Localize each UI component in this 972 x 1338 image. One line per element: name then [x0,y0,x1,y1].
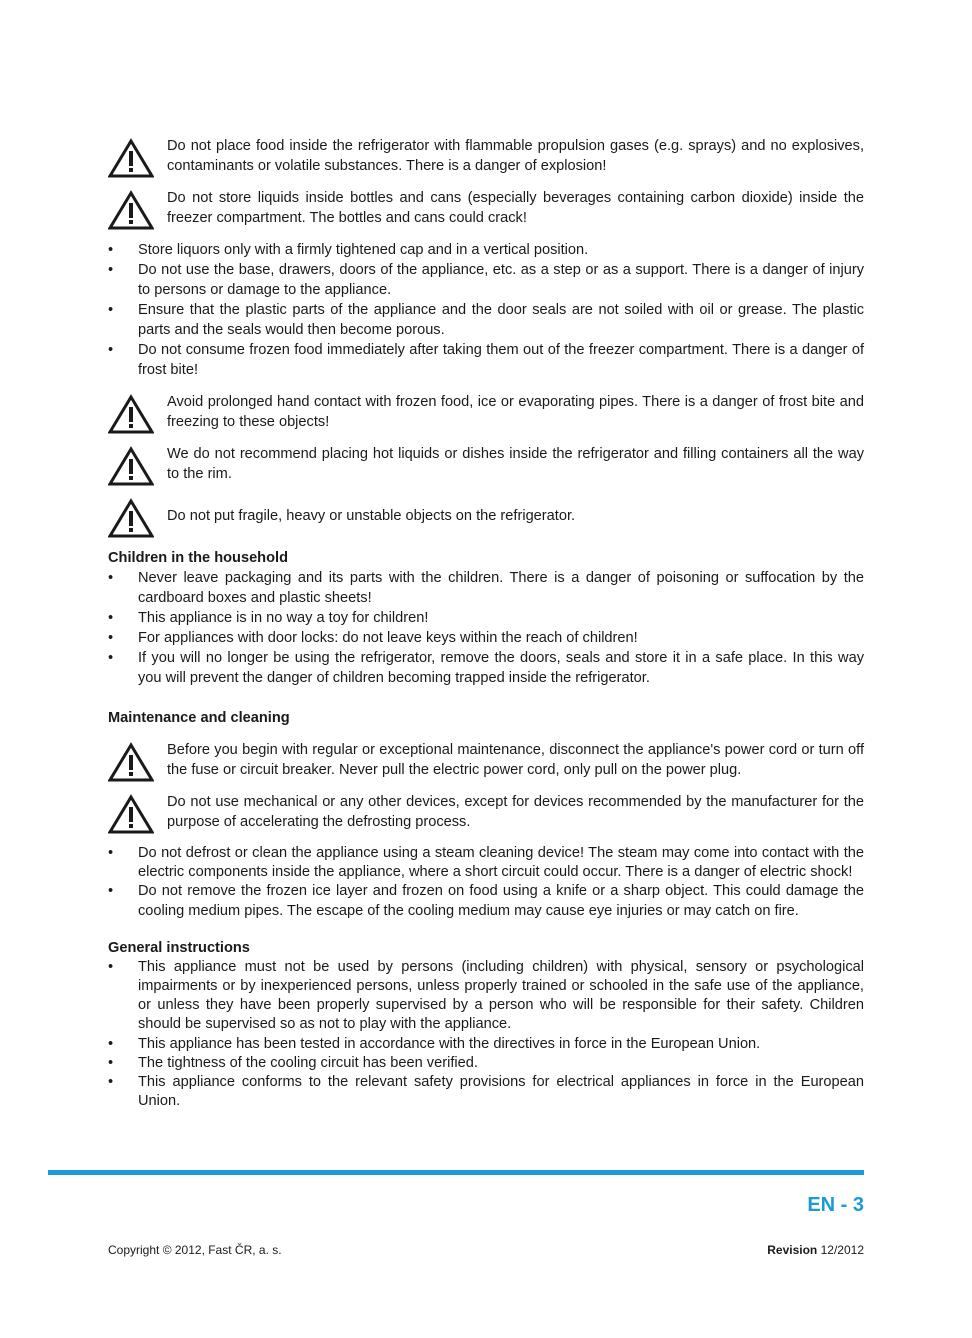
warning-block [108,792,864,832]
list-item: • This appliance has been tested in accordance with the directives in force in the European Union. [108,1035,864,1054]
warning-block [108,392,864,432]
warning-block [108,188,864,228]
warning-block [108,496,864,536]
list-item: • Do not defrost or clean the appliance using a steam cleaning device! The steam may come into contact with the electric components inside the appliance, where a short circuit could occur. There is a danger of electric shock! [108,845,864,881]
bullet: • [108,1054,114,1071]
bullet-list [108,568,864,688]
bullet: • [108,883,114,900]
page-number: EN - 3 [807,1194,864,1216]
list-item: • This appliance is in no way a toy for children! [108,610,429,626]
warning-text: Do not store liquids inside bottles and cans (especially beverages containing carbon dioxide) inside the freezer compartment. The bottles and cans could crack! [167,190,864,226]
warning-triangle-icon [108,498,154,538]
section-heading: Children in the household [108,550,288,566]
list-item: • The tightness of the cooling circuit has been verified. [108,1054,864,1073]
list-item: • Never leave packaging and its parts with the children. There is a danger of poisoning or suffocation by the cardboard boxes and plastic sheets! [108,570,864,606]
warning-triangle-icon [108,742,154,782]
bullet: • [108,242,114,258]
list-item: • For appliances with door locks: do not leave keys within the reach of children! [108,630,638,646]
bullet: • [108,262,114,278]
bullet: • [108,570,114,586]
section-heading: Maintenance and cleaning [108,710,290,726]
revision-info [767,1243,864,1257]
list-item: • Store liquors only with a firmly tightened cap and in a vertical position. [108,242,589,258]
warning-triangle-icon [108,794,154,834]
list-item: • This appliance must not be used by persons (including children) with physical, sensory or psychological impairments or by inexperienced persons, unless properly trained or schooled in the safe use of the appliance, or unless they have been properly supervised by a person who will be responsible for their safety. Children should be supervised so as not to play with the appliance. [108,958,864,1033]
list-item: • If you will no longer be using the refrigerator, remove the doors, seals and store it in a safe place. In this way you will prevent the danger of children becoming trapped inside the refrigerator. [108,650,864,686]
footer-divider [48,1170,864,1175]
bullet-list [108,240,864,380]
list-item: • Ensure that the plastic parts of the appliance and the door seals are not soiled with oil or grease. The plastic parts and the seals would then become porous. [108,302,864,338]
bullet: • [108,342,114,358]
warning-block [108,740,864,780]
bullet: • [108,958,114,975]
bullet: • [108,1035,114,1052]
warning-block [108,136,864,176]
bullet: • [108,650,114,666]
copyright-text: Copyright © 2012, Fast ČR, a. s. [108,1243,282,1257]
warning-triangle-icon [108,190,154,230]
section-heading: General instructions [108,939,250,956]
warning-triangle-icon [108,138,154,178]
warning-text: Avoid prolonged hand contact with frozen food, ice or evaporating pipes. There is a danger of frost bite and freezing to these objects! [167,394,864,430]
list-item: • Do not use the base, drawers, doors of the appliance, etc. as a step or as a support. There is a danger of injury to persons or damage to the appliance. [108,262,864,298]
list-item: • Do not remove the frozen ice layer and frozen on food using a knife or a sharp object. This could damage the cooling medium pipes. The escape of the cooling medium may cause eye injuries or may catch on fire. [108,883,864,919]
warning-text: Do not place food inside the refrigerator with flammable propulsion gases (e.g. sprays) and no explosives, contaminants or volatile substances. There is a danger of explosion! [167,138,864,174]
warning-text: Before you begin with regular or exceptional maintenance, disconnect the appliance's power cord or turn off the fuse or circuit breaker. Never pull the electric power cord, only pull on the power plug. [167,742,864,778]
bullet: • [108,630,114,646]
revision-label: Revision [767,1243,818,1257]
warning-block [108,444,864,484]
bullet: • [108,610,114,626]
bullet-list [108,958,864,1112]
list-item: • Do not consume frozen food immediately after taking them out of the freezer compartment. There is a danger of frost bite! [108,342,864,378]
warning-triangle-icon [108,446,154,486]
warning-text: Do not use mechanical or any other devices, except for devices recommended by the manufacturer for the purpose of accelerating the defrosting process. [167,794,864,830]
list-item: • This appliance conforms to the relevant safety provisions for electrical appliances in force in the European Union. [108,1074,864,1110]
revision-value: 12/2012 [820,1243,864,1257]
warning-triangle-icon [108,394,154,434]
bullet: • [108,302,114,318]
warning-text: Do not put fragile, heavy or unstable objects on the refrigerator. [167,508,576,524]
bullet: • [108,1074,114,1091]
warning-text: We do not recommend placing hot liquids or dishes inside the refrigerator and filling containers all the way to the rim. [167,446,864,482]
bullet-list [108,844,864,921]
page-content [108,136,864,1123]
bullet: • [108,845,114,861]
